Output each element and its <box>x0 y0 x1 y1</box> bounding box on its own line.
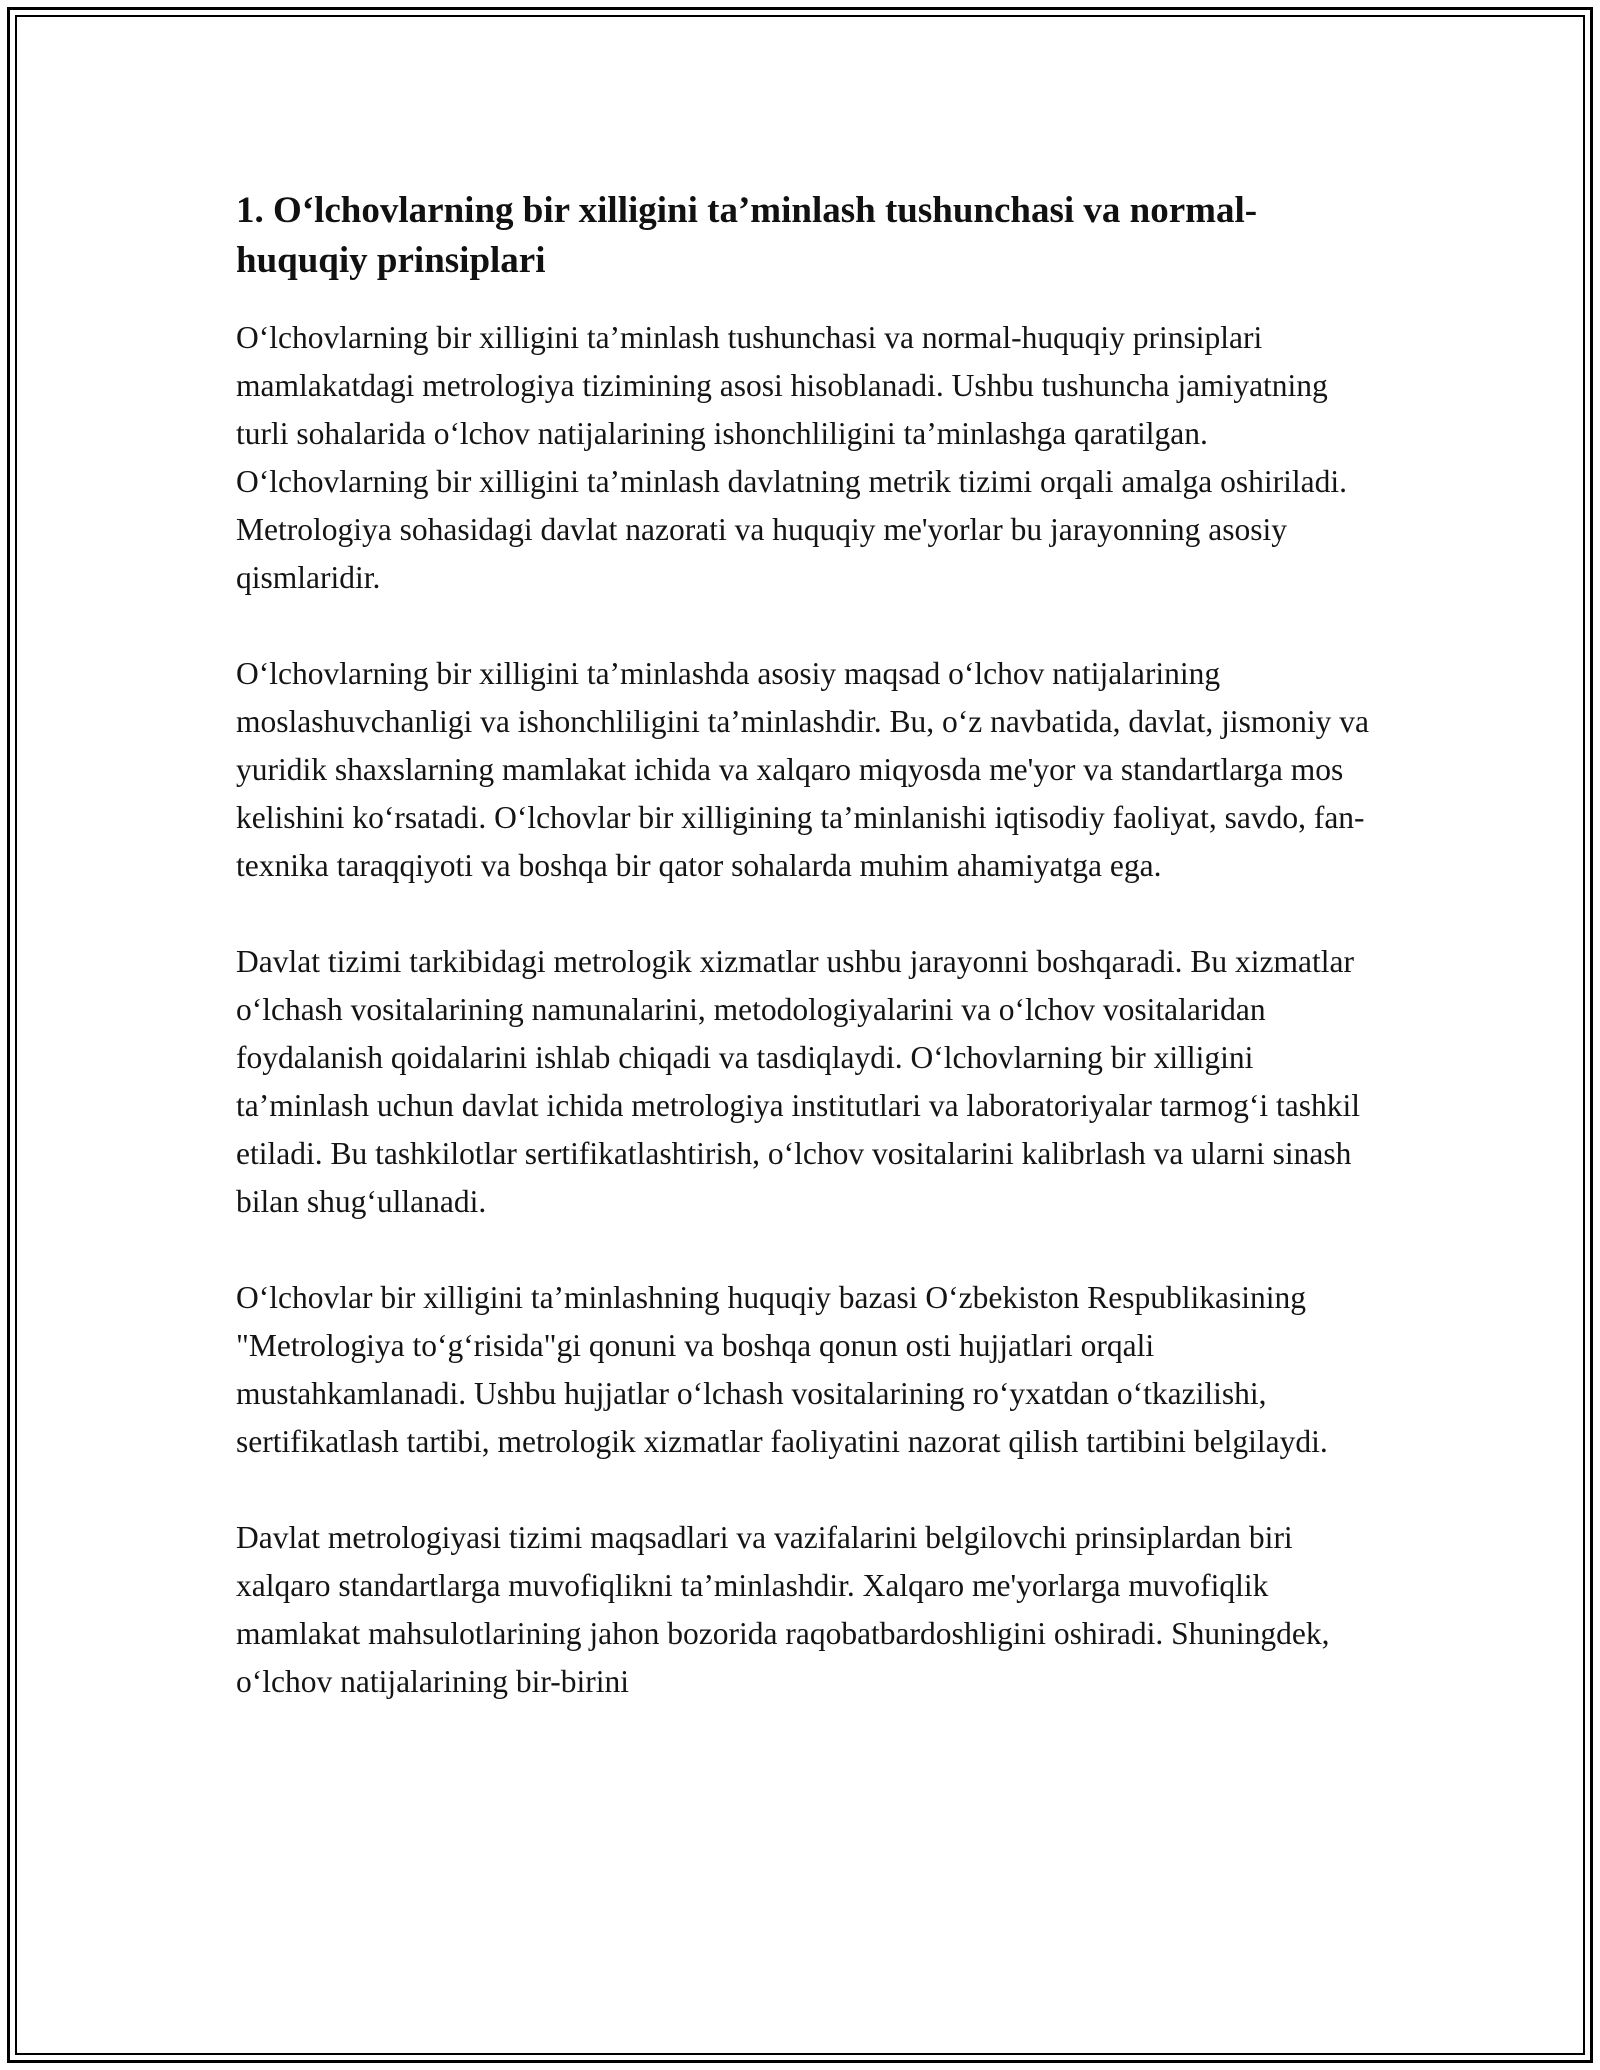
paragraph-4: O‘lchovlar bir xilligini ta’minlashning huquqiy bazasi O‘zbekiston Respublikasining "Metrologiya to‘g‘risida"gi qonuni va boshqa qonun osti hujjatlari orqali mustahkamlanadi. Ushbu hujjatlar o‘lchash vositalarining ro‘yxatdan o‘tkazilishi, sertifikatlash tartibi, metrologik xizmatlar faoliyatini nazorat qilish tartibini belgilaydi. <box>236 1280 1328 1459</box>
paragraph-1: O‘lchovlarning bir xilligini ta’minlash tushunchasi va normal-huquqiy prinsiplari mamlakatdagi metrologiya tizimining asosi hisoblanadi. Ushbu tushuncha jamiyatning turli sohalarida o‘lchov natijalarining ishonchliligini ta’minlashga qaratilgan. O‘lchovlarning bir xilligini ta’minlash davlatning metrik tizimi orqali amalga oshiriladi. Metrologiya sohasidagi davlat nazorati va huquqiy me'yorlar bu jarayonning asosiy qismlaridir. <box>236 320 1348 595</box>
section-heading: 1. O‘lchovlarning bir xilligini ta’minlash tushunchasi va normal-huquqiy prinsiplari <box>236 190 1258 281</box>
paragraph-5: Davlat metrologiyasi tizimi maqsadlari va vazifalarini belgilovchi prinsiplardan biri xalqaro standartlarga muvofiqlikni ta’minlashdir. Xalqaro me'yorlarga muvofiqlik mamlakat mahsulotlarining jahon bozorida raqobatbardoshligini oshiradi. Shuningdek, o‘lchov natijalarining bir-birini <box>236 1520 1330 1699</box>
paragraph-2: O‘lchovlarning bir xilligini ta’minlashda asosiy maqsad o‘lchov natijalarining moslashuvchanligi va ishonchliligini ta’minlashdir. Bu, o‘z navbatida, davlat, jismoniy va yuridik shaxslarning mamlakat ichida va xalqaro miqyosda me'yor va standartlarga mos kelishini ko‘rsatadi. O‘lchovlar bir xilligining ta’minlanishi iqtisodiy faoliyat, savdo, fan-texnika taraqqiyoti va boshqa bir qator sohalarda muhim ahamiyatga ega. <box>236 656 1369 883</box>
document-body <box>236 186 1376 1706</box>
paragraph-3: Davlat tizimi tarkibidagi metrologik xizmatlar ushbu jarayonni boshqaradi. Bu xizmatlar o‘lchash vositalarining namunalarini, metodologiyalarini va o‘lchov vositalaridan foydalanish qoidalarini ishlab chiqadi va tasdiqlaydi. O‘lchovlarning bir xilligini ta’minlash uchun davlat ichida metrologiya institutlari va laboratoriyalar tarmog‘i tashkil etiladi. Bu tashkilotlar sertifikatlashtirish, o‘lchov vositalarini kalibrlash va ularni sinash bilan shug‘ullanadi. <box>236 944 1361 1219</box>
